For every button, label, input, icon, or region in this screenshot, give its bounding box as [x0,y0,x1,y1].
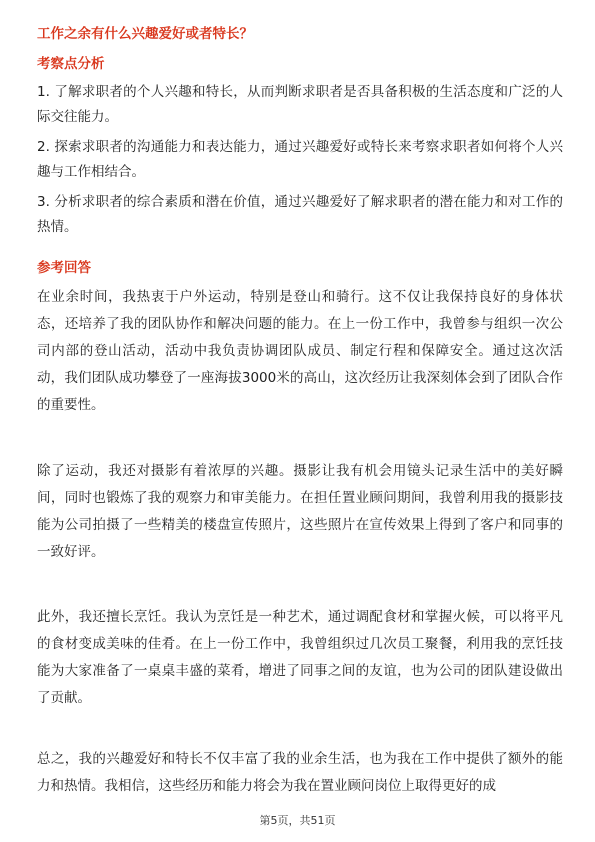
question-title: 工作之余有什么兴趣爱好或者特长？ [37,26,253,42]
answer-paragraph-3: 此外，我还擅长烹饪。我认为烹饪是一种艺术，通过调配食材和掌握火候，可以将平凡的食材变成美味的佳肴。在上一份工作中，我曾组织过几次员工聚餐，利用我的烹饪技能为大家准备了一桌桌丰盛的菜肴，增进了同事之间的友谊，也为公司的团队建设做出了贡献。 [37,609,563,706]
analysis-item-1: 1. 了解求职者的个人兴趣和特长，从而判断求职者是否具备积极的生活态度和广泛的人际交往能力。 [37,84,563,125]
analysis-heading: 考察点分析 [37,56,105,72]
answer-paragraph-1: 在业余时间，我热衷于户外运动，特别是登山和骑行。这不仅让我保持良好的身体状态，还培养了我的团队协作和解决问题的能力。在上一份工作中，我曾参与组织一次公司内部的登山活动，活动中我负责协调团队成员、制定行程和保障安全。通过这次活动，我们团队成功攀登了一座海拔3000米的高山，这次经历让我深刻体会到了团队合作的重要性。 [37,289,563,413]
answer-paragraph-2: 除了运动，我还对摄影有着浓厚的兴趣。摄影让我有机会用镜头记录生活中的美好瞬间，同时也锻炼了我的观察力和审美能力。在担任置业顾问期间，我曾利用我的摄影技能为公司拍摄了一些精美的楼盘宣传照片，这些照片在宣传效果上得到了客户和同事的一致好评。 [37,463,563,560]
analysis-item-2: 2. 探索求职者的沟通能力和表达能力，通过兴趣爱好或特长来考察求职者如何将个人兴趣与工作相结合。 [37,139,563,180]
answer-heading: 参考回答 [37,260,91,276]
analysis-list [37,80,563,245]
answer-paragraph-4: 总之，我的兴趣爱好和特长不仅丰富了我的业余生活，也为我在工作中提供了额外的能力和热情。我相信，这些经历和能力将会为我在置业顾问岗位上取得更好的成 [37,751,563,794]
analysis-item-3: 3. 分析求职者的综合素质和潜在价值，通过兴趣爱好了解求职者的潜在能力和对工作的热情。 [37,194,563,235]
page-number: 第5页，共51页 [259,814,336,827]
